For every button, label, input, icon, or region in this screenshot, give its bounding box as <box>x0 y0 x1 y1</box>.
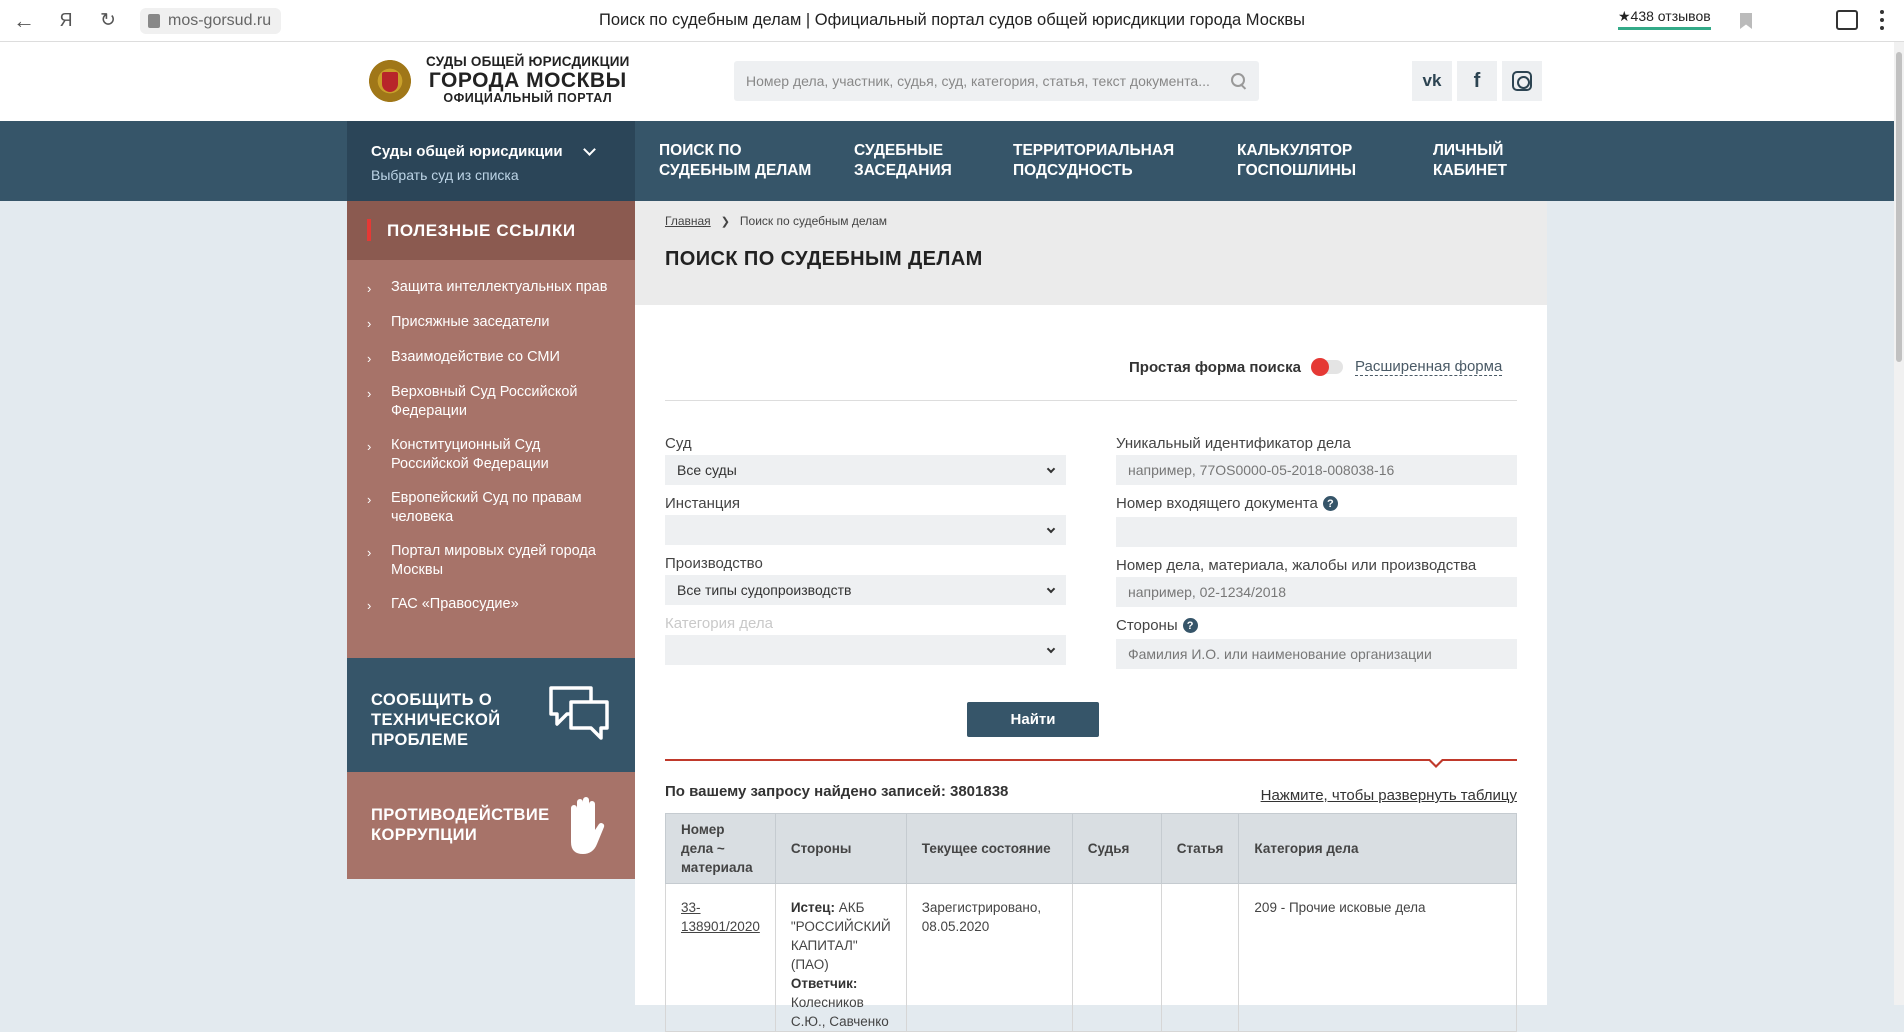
table-header-row <box>666 814 1517 884</box>
useful-link-jurors[interactable]: › Присяжные заседатели <box>367 314 550 331</box>
sidebar <box>347 201 635 879</box>
chevron-down-icon <box>583 143 596 156</box>
parties-field[interactable] <box>1116 639 1517 669</box>
table-row <box>666 884 1517 1032</box>
extended-form-link[interactable]: Расширенная форма <box>1354 358 1503 375</box>
page-title: ПОИСК ПО СУДЕБНЫМ ДЕЛАМ <box>665 248 983 270</box>
proceeding-label: Производство <box>665 555 763 572</box>
instance-label: Инстанция <box>665 495 740 512</box>
instance-select[interactable] <box>665 515 1066 545</box>
chevron-down-icon <box>1047 644 1055 652</box>
parties-label: Стороны ? <box>1116 617 1198 634</box>
court-label: Суд <box>665 435 692 452</box>
category-cell: 209 - Прочие исковые дела <box>1239 884 1517 1032</box>
incoming-doc-field[interactable] <box>1116 517 1517 547</box>
logo-line-3: ОФИЦИАЛЬНЫЙ ПОРТАЛ <box>443 90 613 105</box>
main-content <box>635 201 1547 1029</box>
useful-links-list <box>347 260 635 658</box>
address-bar[interactable] <box>140 8 281 34</box>
court-selector-title: Суды общей юрисдикции <box>371 143 563 160</box>
results-count: По вашему запросу найдено записей: 3801838 <box>665 783 1009 800</box>
chevron-down-icon <box>1047 464 1055 472</box>
case-number-field[interactable] <box>1116 577 1517 607</box>
divider <box>665 400 1517 401</box>
expand-table-link[interactable]: Нажмите, чтобы развернуть таблицу <box>1260 787 1517 804</box>
chevron-right-icon: › <box>367 281 372 296</box>
column-header: Стороны <box>775 814 906 884</box>
nav-personal-account[interactable]: ЛИЧНЫЙ КАБИНЕТ <box>1433 142 1507 179</box>
browser-menu-icon[interactable] <box>1880 10 1884 30</box>
chevron-right-icon: › <box>367 598 372 613</box>
instagram-icon[interactable] <box>1502 61 1542 101</box>
main-navigation <box>0 121 1904 201</box>
incoming-doc-label: Номер входящего документа ? <box>1116 495 1338 512</box>
form-toggle <box>1129 358 1502 376</box>
content-header <box>635 201 1547 305</box>
help-icon[interactable]: ? <box>1183 618 1198 633</box>
back-arrow-icon[interactable]: ← <box>13 7 35 33</box>
category-label: Категория дела <box>665 615 773 632</box>
chevron-right-icon: › <box>367 492 372 507</box>
chevron-right-icon: › <box>367 351 372 366</box>
form-mode-switch[interactable] <box>1313 360 1343 374</box>
useful-link-magistrates[interactable]: › Портал мировых судей города Москвы <box>367 543 596 578</box>
breadcrumb-current: Поиск по судебным делам <box>739 214 888 228</box>
logo-line-2: ГОРОДА МОСКВЫ <box>428 68 627 92</box>
facebook-icon[interactable]: f <box>1457 61 1497 101</box>
lock-icon <box>148 14 160 28</box>
column-header: Категория дела <box>1239 814 1517 884</box>
parties-cell: Истец: АКБ "РОССИЙСКИЙ КАПИТАЛ"(ПАО) Ответчик: Колесников С.Ю., Савченко <box>775 884 906 1032</box>
breadcrumb-home[interactable]: Главная <box>665 214 711 228</box>
browser-tab-title: Поиск по судебным делам | Официальный портал судов общей юрисдикции города Москвы <box>599 11 1305 29</box>
scrollbar-thumb[interactable] <box>1896 52 1902 362</box>
chevron-right-icon: ❯ <box>720 215 730 228</box>
extension-icon[interactable] <box>1836 10 1858 30</box>
results-table <box>665 813 1517 1032</box>
court-selector[interactable] <box>347 121 635 201</box>
page-scrollbar[interactable] <box>1894 42 1904 1005</box>
useful-link-media[interactable]: › Взаимодействие со СМИ <box>367 349 560 366</box>
useful-links-title: ПОЛЕЗНЫЕ ССЫЛКИ <box>347 201 635 260</box>
report-problem-banner[interactable]: СООБЩИТЬ О ТЕХНИЧЕСКОЙ ПРОБЛЕМЕ <box>347 658 635 772</box>
useful-link-gas-justice[interactable]: › ГАС «Правосудие» <box>367 596 519 613</box>
reload-icon[interactable]: ↻ <box>100 10 116 31</box>
nav-case-search[interactable]: ПОИСК ПО СУДЕБНЫМ ДЕЛАМ <box>659 142 812 179</box>
nav-territorial-jurisdiction[interactable]: ТЕРРИТОРИАЛЬНАЯ ПОДСУДНОСТЬ <box>1013 142 1175 179</box>
useful-link-intellectual-rights[interactable]: › Защита интеллектуальных прав <box>367 279 608 296</box>
status-cell: Зарегистрировано, 08.05.2020 <box>906 884 1072 1032</box>
chevron-down-icon[interactable] <box>1427 759 1445 777</box>
incoming-doc-input[interactable] <box>1128 524 1505 540</box>
court-select[interactable]: Все суды <box>665 455 1066 485</box>
useful-link-constitutional-court[interactable]: › Конституционный Суд Российской Федерации <box>367 437 549 472</box>
nav-court-sessions[interactable]: СУДЕБНЫЕ ЗАСЕДАНИЯ <box>854 142 952 179</box>
simple-form-label[interactable]: Простая форма поиска <box>1129 358 1301 376</box>
uid-input[interactable] <box>1128 462 1505 478</box>
case-number-cell <box>666 884 776 1032</box>
parties-input[interactable] <box>1128 646 1505 662</box>
chevron-right-icon: › <box>367 439 372 454</box>
site-search <box>734 61 1259 101</box>
breadcrumb <box>665 214 1517 228</box>
nav-duty-calculator[interactable]: КАЛЬКУЛЯТОР ГОСПОШЛИНЫ <box>1237 142 1356 179</box>
useful-link-supreme-court[interactable]: › Верховный Суд Российской Федерации <box>367 384 578 419</box>
coat-of-arms-icon <box>362 50 418 110</box>
results-divider <box>665 759 1517 761</box>
search-icon[interactable] <box>1231 73 1247 89</box>
chat-bubbles-icon <box>547 684 611 742</box>
judge-cell <box>1072 884 1161 1032</box>
article-cell <box>1161 884 1239 1032</box>
site-search-input[interactable] <box>746 73 1231 89</box>
case-number-label: Номер дела, материала, жалобы или производства <box>1116 557 1477 574</box>
proceeding-select[interactable]: Все типы судопроизводств <box>665 575 1066 605</box>
column-header: Судья <box>1072 814 1161 884</box>
category-select[interactable] <box>665 635 1066 665</box>
find-button[interactable]: Найти <box>967 702 1099 737</box>
logo-line-1: СУДЫ ОБЩЕЙ ЮРИСДИКЦИИ <box>426 54 630 70</box>
column-header[interactable]: Номер дела ~ материала <box>666 814 776 884</box>
court-selector-subtitle[interactable]: Выбрать суд из списка <box>371 167 519 183</box>
chevron-down-icon <box>1047 584 1055 592</box>
site-header <box>0 42 1904 121</box>
uid-field[interactable] <box>1116 455 1517 485</box>
chevron-right-icon: › <box>367 545 372 560</box>
hand-stop-icon <box>561 796 609 856</box>
site-logo[interactable] <box>362 50 630 110</box>
column-header: Статья <box>1161 814 1239 884</box>
anti-corruption-banner[interactable]: ПРОТИВОДЕЙСТВИЕ КОРРУПЦИИ <box>347 772 635 879</box>
useful-link-echr[interactable]: › Европейский Суд по правам человека <box>367 490 582 525</box>
chevron-right-icon: › <box>367 316 372 331</box>
chevron-right-icon: › <box>367 386 372 401</box>
vk-icon[interactable]: vk <box>1412 61 1452 101</box>
case-number-link[interactable]: 33-138901/2020 <box>681 900 760 934</box>
chevron-down-icon <box>1047 524 1055 532</box>
url-text: mos-gorsud.ru <box>168 11 272 29</box>
yandex-icon[interactable]: Я <box>59 10 73 30</box>
column-header: Текущее состояние <box>906 814 1072 884</box>
uid-label: Уникальный идентификатор дела <box>1116 435 1351 452</box>
help-icon[interactable]: ? <box>1323 496 1338 511</box>
case-number-input[interactable] <box>1128 584 1505 600</box>
reviews-badge[interactable]: ★438 отзывов <box>1618 8 1711 30</box>
